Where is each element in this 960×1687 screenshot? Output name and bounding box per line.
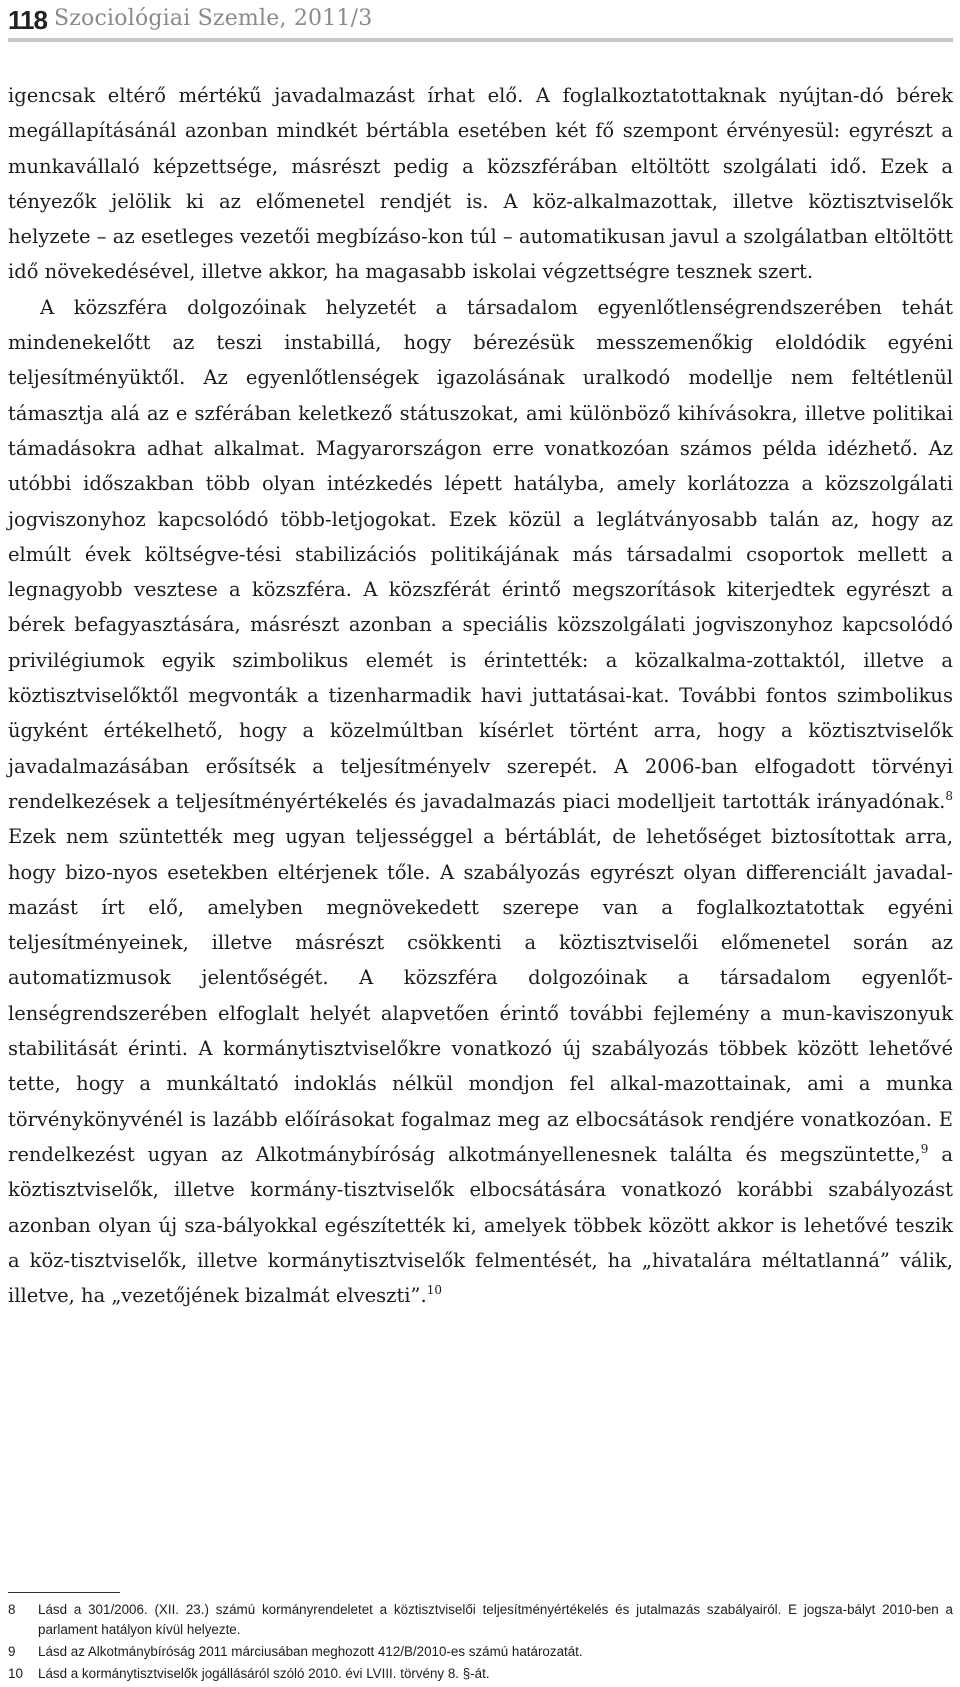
footnote-text: Lásd a kormánytisztviselők jogállásáról szóló 2010. évi LVIII. törvény 8. §-át. <box>38 1666 490 1681</box>
footnote-ref[interactable]: 8 <box>945 788 953 803</box>
running-header <box>8 2 953 38</box>
page-number: 118 <box>8 5 47 35</box>
paragraph <box>8 290 953 1314</box>
header-rule <box>8 38 953 42</box>
paragraph-segment: A közszféra dolgozóinak helyzetét a társadalom egyenlőtlenségrendszerében tehát mindenekelőtt az teszi instabillá, hogy bérezésük messzemenőkig eloldódik egyéni teljesítményüktől. Az egyenlőtlenségek igazolásának uralkodó modellje nem feltétlenül támasztja alá az e szférában keletkező státuszokat, ami különböző kihívásokra, illetve politikai támadásokra adhat alkalmat. Magyarországon erre vonatkozóan számos példa idézhető. Az utóbbi időszakban több olyan intézkedés lépett hatályba, amely korlátozza a közszolgálati jogviszonyhoz kapcsolódó több-letjogokat. Ezek közül a leglátványosabb talán az, hogy az elmúlt évek költségve-tési stabilizációs politikájának más társadalmi csoportok mellett a legnagyobb vesztese a közszféra. A közszférát érintő megszorítások kiterjedtek egyrészt a bérek befagyasztására, másrészt azonban a speciális közszolgálati jogviszonyhoz kapcsolódó privilégiumok egyik szimbolikus elemét is érintették: a közalkalma-zottaktól, illetve a köztisztviselőktől megvonták a tizenharmadik havi juttatásai-kat. További fontos szimbolikus ügyként értékelhető, hogy a közelmúltban kísérlet történt arra, hogy a köztisztviselők javadalmazásában erősítsék a teljesítményelv szerepét. A 2006-ban elfogadott törvényi rendelkezések a teljesítményértékelés és javadalmazás piaci modelljeit tartották irányadónak. <box>8 295 953 813</box>
footnote <box>8 1642 953 1662</box>
footnotes <box>8 1600 953 1686</box>
paragraph-segment: a köztisztviselők, illetve kormány-tisztviselők elbocsátására vonatkozó korábbi szabályozást azonban olyan új sza-bályokkal egészítették ki, amelyek többek között akkor is lehetővé teszik a köz-tisztviselők, illetve kormánytisztviselők felmentését, ha „hivatalára méltatlanná” válik, illetve, ha „vezetőjének bizalmát elveszti”. <box>8 1142 954 1308</box>
body-text <box>8 78 953 1313</box>
journal-title: Szociológiai Szemle, 2011/3 <box>54 6 373 31</box>
footnote-divider <box>8 1592 120 1593</box>
footnote <box>8 1600 953 1640</box>
paragraph: igencsak eltérő mértékű javadalmazást írhat elő. A foglalkoztatottaknak nyújtan-dó bérek megállapításánál azonban mindkét bértábla esetében két fő szempont érvényesül: egyrészt a munkavállaló képzettsége, másrészt pedig a közszférában eltöltött szolgálati idő. Ezek a tényezők jelölik ki az előmenetel rendjét is. A köz-alkalmazottak, illetve köztisztviselők helyzete – az esetleges vezetői megbízáso-kon túl – automatikusan javul a szolgálatban eltöltött idő növekedésével, illetve akkor, ha magasabb iskolai végzettségre tesznek szert. <box>8 84 953 284</box>
footnote-ref[interactable]: 9 <box>920 1141 929 1156</box>
footnote-number: 10 <box>8 1666 23 1681</box>
footnote-number: 9 <box>8 1644 16 1659</box>
footnote <box>8 1664 953 1684</box>
footnote-text: Lásd a 301/2006. (XII. 23.) számú kormányrendeletet a köztisztviselői teljesítményértékelés és jutalmazás szabályairól. E jogsza-bályt 2010-ben a parlament hatályon kívül helyezte. <box>38 1602 953 1637</box>
footnote-number: 8 <box>8 1602 16 1617</box>
footnote-text: Lásd az Alkotmánybíróság 2011 márciusában meghozott 412/B/2010-es számú határozatát. <box>38 1644 583 1659</box>
paragraph-segment: Ezek nem szüntették meg ugyan teljességgel a bértáblát, de lehetőséget biztosítottak arra, hogy bizo-nyos esetekben eltérjenek tőle. A szabályozás egyrészt olyan differenciált javadal-mazást írt elő, amelyben megnövekedett szerepe van a foglalkoztatottak egyéni teljesítményeinek, illetve másrészt csökkenti a köztisztviselői előmenetel során az automatizmusok jelentőségét. A közszféra dolgozóinak a társadalom egyenlőt-lenségrendszerében elfoglalt helyét alapvetően érintő további fejlemény a mun-kaviszonyuk stabilitását érinti. A kormánytisztviselőkre vonatkozó új szabályozás többek között lehetővé tette, hogy a munkáltató indoklás nélkül mondjon fel alkal-mazottainak, ami a munka törvénykönyvénél is lazább előírásokat fogalmaz meg az elbocsátások rendjére vonatkozóan. E rendelkezést ugyan az Alkotmánybíróság alkotmányellenesnek találta és megszüntette, <box>8 825 953 1166</box>
footnote-ref[interactable]: 10 <box>426 1283 442 1298</box>
